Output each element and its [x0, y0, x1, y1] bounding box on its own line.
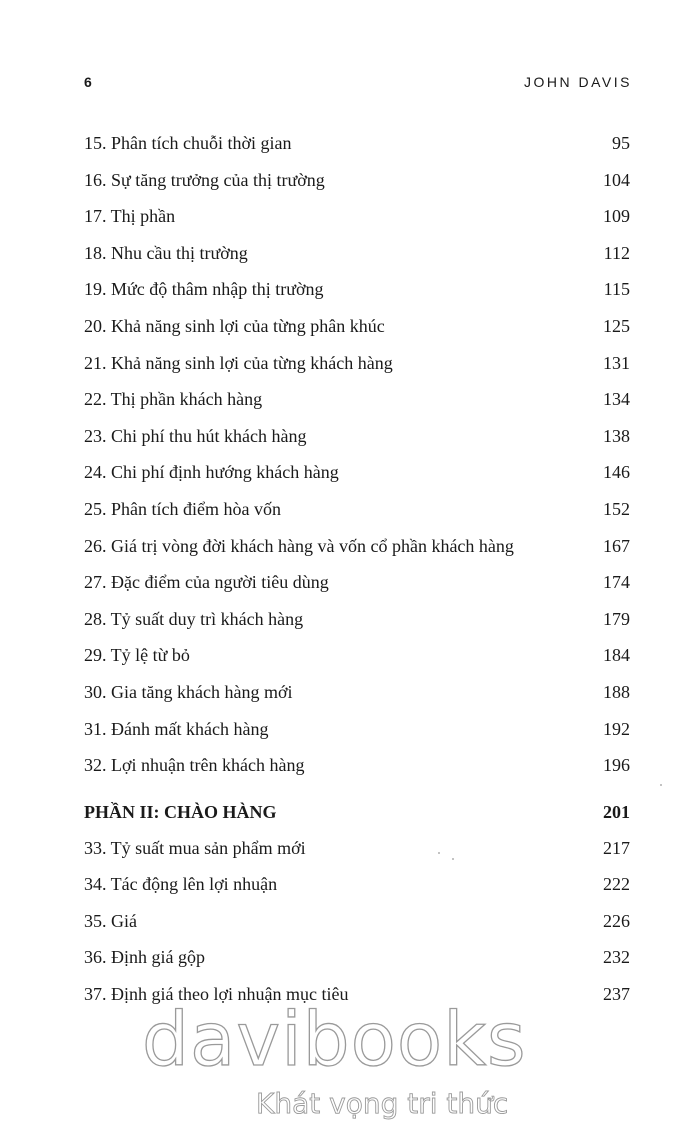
toc-entry [84, 276, 630, 313]
toc-entry-page: 152 [603, 498, 630, 519]
toc-entry-title: 35. Giá [84, 910, 137, 931]
toc-entry [84, 908, 630, 945]
toc-entry-title: 25. Phân tích điểm hòa vốn [84, 498, 281, 519]
toc-entry-title: 28. Tỷ suất duy trì khách hàng [84, 608, 304, 629]
toc-entry-page: 237 [603, 984, 630, 1005]
toc-entry [84, 459, 630, 496]
toc-entry-page: 112 [603, 242, 630, 263]
section-page: 201 [603, 801, 630, 822]
table-of-contents [84, 130, 630, 1018]
toc-entry-title: 17. Thị phần [84, 206, 176, 227]
print-speck [660, 784, 662, 786]
toc-entry-page: 217 [603, 837, 630, 858]
toc-entry-title: 27. Đặc điểm của người tiêu dùng [84, 572, 329, 593]
toc-entry-title: 16. Sự tăng trưởng của thị trường [84, 169, 325, 190]
toc-entry-title: 37. Định giá theo lợi nhuận mục tiêu [84, 984, 349, 1005]
toc-entry-page: 95 [612, 133, 630, 153]
toc-entry-page: 192 [603, 718, 630, 739]
toc-entry [84, 240, 630, 277]
toc-entry-page: 138 [603, 425, 630, 446]
toc-entry-page: 179 [603, 608, 630, 629]
toc-entry [84, 679, 630, 716]
toc-entry [84, 606, 630, 643]
toc-entry-title: 15. Phân tích chuỗi thời gian [84, 133, 292, 153]
watermark-slogan: Khát vọng tri thức [256, 1087, 509, 1120]
toc-entry [84, 350, 630, 387]
toc-entry-page: 109 [603, 206, 630, 227]
toc-entry-title: 24. Chi phí định hướng khách hàng [84, 462, 339, 483]
page-header [0, 74, 687, 98]
toc-entry-page: 146 [603, 462, 630, 483]
toc-entry-title: 26. Giá trị vòng đời khách hàng và vốn cổ phần khách hàng [84, 535, 514, 556]
toc-entry [84, 569, 630, 606]
watermark-brand: davibooks [142, 997, 527, 1083]
toc-entry-page: 134 [603, 389, 630, 410]
print-speck [452, 858, 454, 860]
toc-entry [84, 386, 630, 423]
toc-entry-title: 33. Tỷ suất mua sản phẩm mới [84, 837, 306, 858]
toc-entry-page: 226 [603, 910, 630, 931]
toc-entry-title: 20. Khả năng sinh lợi của từng phân khúc [84, 315, 385, 336]
section-title: PHẦN II: CHÀO HÀNG [84, 801, 277, 822]
toc-entry-page: 184 [603, 645, 630, 666]
toc-entry-title: 36. Định giá gộp [84, 947, 205, 968]
toc-entry-title: 21. Khả năng sinh lợi của từng khách hàng [84, 352, 393, 373]
toc-entry [84, 944, 630, 981]
page-number: 6 [84, 74, 92, 90]
toc-entry-page: 115 [603, 279, 630, 300]
toc-entry-title: 30. Gia tăng khách hàng mới [84, 681, 293, 702]
running-head-author: JOHN DAVIS [524, 74, 632, 90]
toc-entry [84, 533, 630, 570]
toc-entry-page: 188 [603, 681, 630, 702]
toc-entry-title: 22. Thị phần khách hàng [84, 389, 263, 410]
toc-entry [84, 752, 630, 789]
toc-entry-title: 31. Đánh mất khách hàng [84, 718, 269, 739]
toc-section-heading [84, 789, 630, 835]
toc-entry-page: 125 [603, 315, 630, 336]
toc-entry-title: 18. Nhu cầu thị trường [84, 242, 248, 263]
toc-entry-page: 104 [603, 169, 630, 190]
toc-entry-page: 222 [603, 874, 630, 895]
toc-entry [84, 203, 630, 240]
toc-entry [84, 167, 630, 204]
toc-entry [84, 642, 630, 679]
toc-entry [84, 716, 630, 753]
toc-entry [84, 313, 630, 350]
toc-entry-title: 29. Tỷ lệ từ bỏ [84, 645, 190, 666]
toc-entry [84, 835, 630, 872]
toc-entry-page: 131 [603, 352, 630, 373]
toc-entry-title: 32. Lợi nhuận trên khách hàng [84, 755, 305, 776]
toc-entry-title: 19. Mức độ thâm nhập thị trường [84, 279, 324, 300]
toc-entry [84, 871, 630, 908]
toc-entry [84, 130, 630, 167]
toc-entry-title: 23. Chi phí thu hút khách hàng [84, 425, 307, 446]
print-speck [438, 852, 440, 854]
watermark [0, 997, 687, 1128]
toc-entry [84, 496, 630, 533]
toc-entry [84, 423, 630, 460]
toc-entry-page: 174 [603, 572, 630, 593]
toc-entry-page: 196 [603, 755, 630, 776]
toc-entry-page: 232 [603, 947, 630, 968]
toc-entry-page: 167 [603, 535, 630, 556]
toc-entry-title: 34. Tác động lên lợi nhuận [84, 874, 278, 895]
